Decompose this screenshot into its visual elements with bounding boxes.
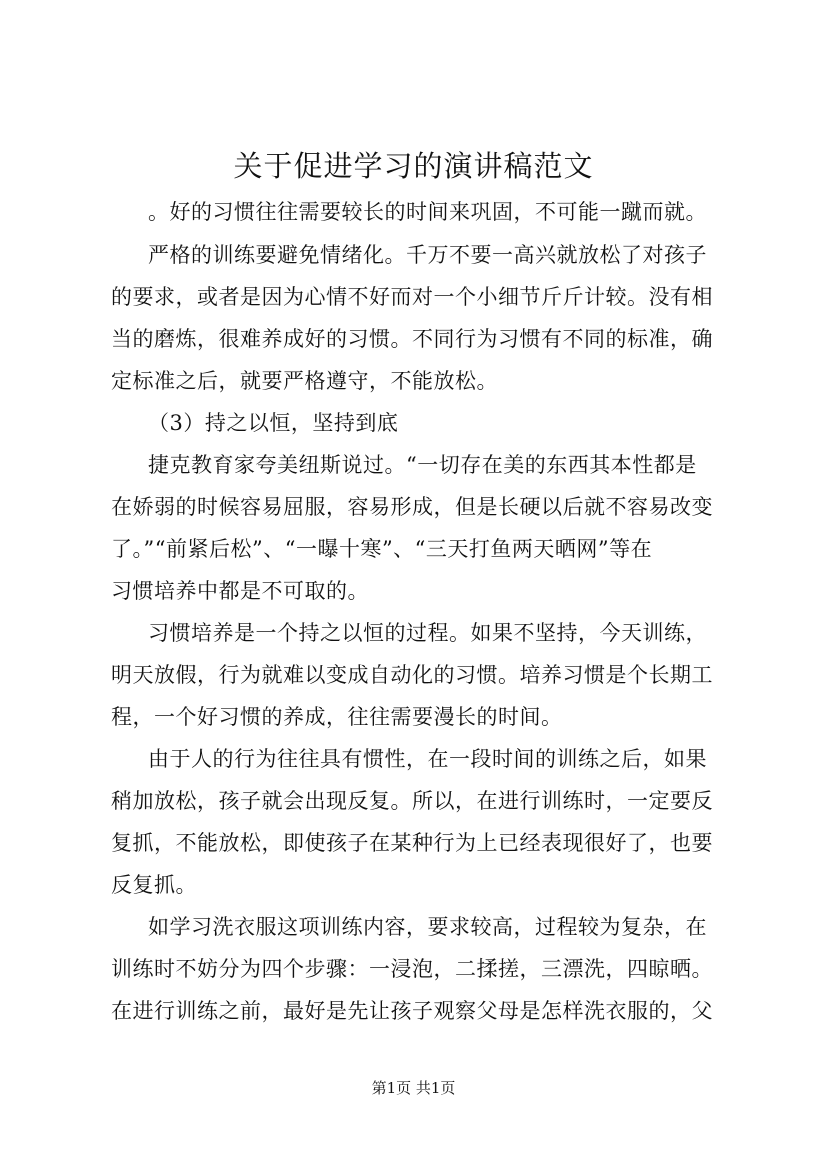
body-line: 严格的训练要避免情绪化。千万不要一高兴就放松了对孩子	[148, 243, 707, 267]
body-line: 明天放假，行为就难以变成自动化的习惯。培养习惯是个长期工	[111, 663, 713, 687]
page-footer: 第1页 共1页	[371, 1079, 456, 1097]
body-line: 定标准之后，就要严格遵守，不能放松。	[111, 369, 498, 393]
body-line: 程，一个好习惯的养成，往往需要漫长的时间。	[111, 705, 563, 729]
body-line: 了。”“前紧后松”、“一曝十寒”、“三天打鱼两天晒网”等在	[111, 537, 653, 561]
body-line: 习惯培养中都是不可取的。	[111, 579, 369, 603]
body-line: 在娇弱的时候容易屈服，容易形成，但是长硬以后就不容易改变	[111, 495, 713, 519]
body-line: 复抓，不能放松，即使孩子在某种行为上已经表现很好了，也要	[111, 831, 713, 855]
body-line: 。好的习惯往往需要较长的时间来巩固，不可能一蹴而就。	[148, 200, 707, 224]
body-line: 训练时不妨分为四个步骤：一浸泡，二揉搓，三漂洗，四晾晒。	[111, 957, 713, 981]
body-line: 由于人的行为往往具有惯性，在一段时间的训练之后，如果	[148, 747, 707, 771]
body-line: 当的磨炼，很难养成好的习惯。不同行为习惯有不同的标准，确	[111, 327, 713, 351]
body-line: 捷克教育家夸美纽斯说过。“一切存在美的东西其本性都是	[148, 453, 697, 477]
body-line: 在进行训练之前，最好是先让孩子观察父母是怎样洗衣服的，父	[111, 999, 713, 1023]
document-title: 关于促进学习的演讲稿范文	[233, 149, 594, 183]
section-heading: （3）持之以恒，坚持到底	[148, 411, 399, 435]
body-line: 反复抓。	[111, 873, 197, 897]
body-line: 稍加放松，孩子就会出现反复。所以，在进行训练时，一定要反	[111, 789, 713, 813]
body-line: 如学习洗衣服这项训练内容，要求较高，过程较为复杂，在	[148, 915, 707, 939]
body-line: 的要求，或者是因为心情不好而对一个小细节斤斤计较。没有相	[111, 285, 713, 309]
body-line: 习惯培养是一个持之以恒的过程。如果不坚持，今天训练，	[148, 621, 707, 645]
